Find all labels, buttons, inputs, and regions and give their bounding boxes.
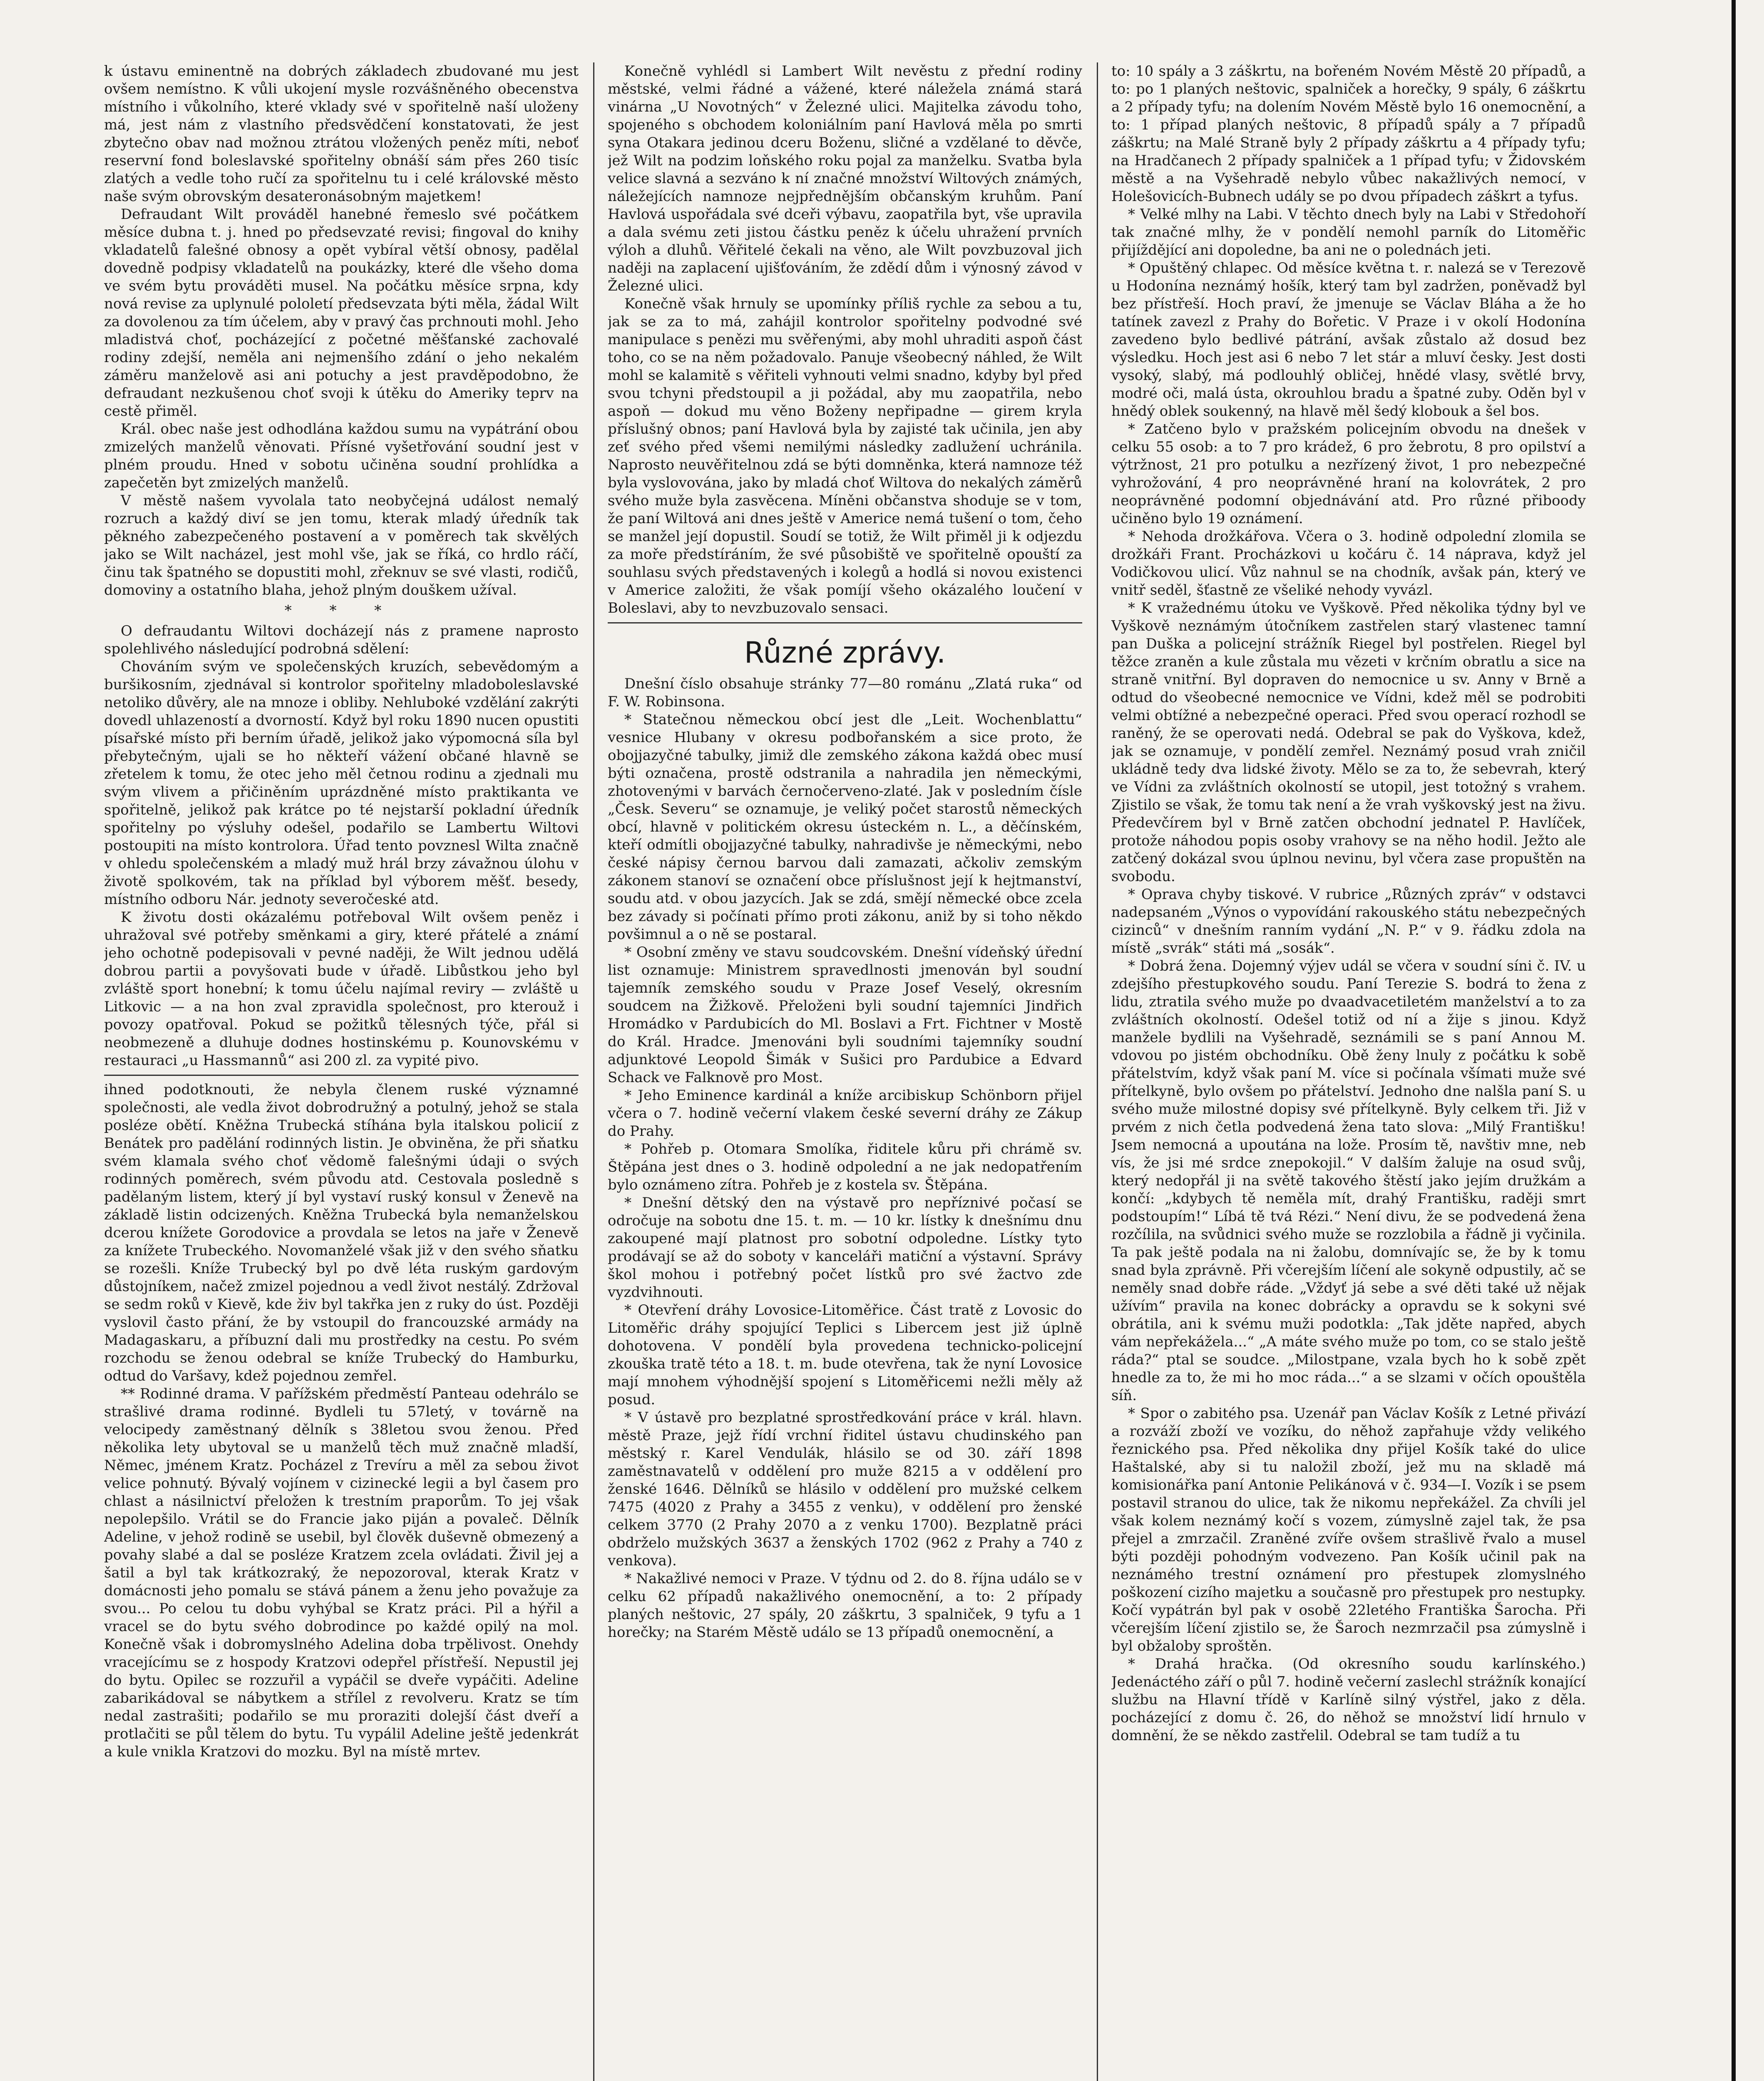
news-item: * Pohřeb p. Otomara Smolíka, řiditele kůru při chrámě sv. Štěpána jest dnes o 3. hodině odpolední a ne jak nedopatřením bylo oznámeno zítra. Pohřeb je z kostela sv. Štěpána. <box>608 1141 1082 1193</box>
article-paragraph: K životu dosti okázalému potřeboval Wilt ovšem peněz i uhražoval své potřeby směnkami a giry, které přátelé a známí jeho ochotně podepisovali v pevné naději, že Wilt jednou udělá dobrou partii a povyšovati bude v úřadě. Libůstkou jeho byl zvláště sport honební; k tomu účelu najímal reviry — zvláště u Litkovic — a na hon zval zpravidla společnost, pro kterouž i povozy opatřoval. Pokud se požitků tělesných týče, přál si neobmezeně a dluhuje dodnes hostinskému p. Kounovskému v restauraci „u Hassmannů“ asi 200 zl. za vypité pivo. <box>104 909 579 1069</box>
news-item: * Dobrá žena. Dojemný výjev udál se včera v soudní síni č. IV. u zdejšího přestupkového soudu. Paní Terezie S. bodrá to žena z lidu, ztratila svého muže po dvaadvacetiletém manželství a to za zvláštních okolností. Odešel totiž od ní a žije s jinou. Když manžele bydlili na Vyšehradě, seznámili se s paní Annou M. vdovou po jistém obchodníku. Obě ženy lnuly z počátku k sobě přátelstvím, když však paní M. více si počínala všímati muže své přítelkyně, bylo ovšem po přátelství. Jednoho dne nalšla paní S. u svého muže milostné dopisy své přítelkyně. Byly celkem tři. Již v prvém z nich četla podvedená žena tato slova: „Milý Františku! Jsem nemocná a upoutána na lože. Prosím tě, navštiv mne, neb vís, že jsi mé srdce znepokojil.“ V dalším žaluje na osud svůj, který nedopřál ji na světě takového štěstí jako jejím družkám a končí: „kdybych tě neměla mít, drahý Františku, raději smrt podstoupím!“ Líbá tě tvá Rézi.“ Není divu, že se podvedená žena rozčílila, na svůdnici svého muže se rozzlobila a řádně ji vyčinila. Ta pak ještě podala na ni žalobu, domnívajíc se, že by k tomu snad byla zprávně. Při včerejším líčení ale sokyně odpustily, ač se neměly snad dobře ráde. „Vždyť já sebe a své děti také už nějak užívím“ pravila na konec dobrácky a opravdu se k sokyni své obrátila, ani k svému muži podotkla: „Tak jděte napřed, abych vám nepřekážela...“ „A máte svého muže po tom, co se stalo ještě ráda?“ ptal se soudce. „Milostpane, vzala bych ho k sobě zpět hnedle za to, že mi ho moc ráda...“ a se slzami v očích opouštěla síň. <box>1111 958 1586 1404</box>
news-item: * Spor o zabitého psa. Uzenář pan Václav Košík z Letné přivází a rozváží zboží ve vozíku, do něhož zapřahuje vždy velikého řeznického psa. Před několika dny přijel Košík také do ulice Haštalské, aby si tu naložil zboží, jež mu na skladě má komisionářka paní Antonie Pelikánová v č. 934—I. Vozík i se psem postavil stranou do ulice, tak že nikomu nepřekážel. Za chvíli jel však kolem neznámý kočí s vozem, zúmyslně zajel tak, že psa přejel a zmrzačil. Zraněné zvíře ovšem strašlivě řvalo a musel býti později pohodným vodvezeno. Pan Košík učinil pak na neznámého trestní oznámení pro přestupek zlomyslného poškození cizího majetku a současně pro přestupek pro nestupky. Kočí vypátrán byl pak v osobě 22letého Františka Šarocha. Při včerejším líčení zjistilo se, že Šaroch nezmrzačil psa zúmyslně i byl obžaloby sproštěn. <box>1111 1405 1586 1654</box>
column-divider <box>1097 62 1098 2081</box>
column-2 <box>608 62 1082 2081</box>
article-paragraph: Král. obec naše jest odhodlána každou sumu na vypátrání obou zmizelých manželů věnovati. Přísné vyšetřování soudní jest v plném proudu. Hned v sobotu učiněna soudní prohlídka a zapečetěn byt zmizelých manželů. <box>104 421 579 491</box>
news-item-family-drama: ** Rodinné drama. V pařížském předměstí Panteau odehrálo se strašlivé drama rodinné. Bydleli tu 57letý, v továrně na velocipedy zaměstnaný dělník s 38letou svou ženou. Před několika lety ubytoval se u manželů těch muž značně mladší, Němec, jménem Kratz. Pocházel z Trevíru a měl za sebou život velice pohnutý. Bývalý vojínem v cizinecké legii a byl časem pro chlast a násilnictví přeložen k trestním praporům. To jej však nepolepšilo. Vrátil se do Francie jako piján a povaleč. Dělník Adeline, v jehož rodině se usebil, byl člověk duševně obmezený a povahy slabé a dal se posléze Kratzem zcela ovládati. Živil jej a šatil a byl tak krátkozraký, že nepozoroval, kterak Kratz v domácnosti jeho pomalu se stává pánem a ženu jeho považuje za svou... Po celou tu dobu vyhýbal se Kratz práci. Pil a hýřil a vracel se do bytu svého dobrodince po každé opilý na mol. Konečně však i dobromyslného Adelina doba trpělivost. Onehdy vracejícímu se z hospody Kratzovi odepřel přístřeší. Nepustil jej do bytu. Opilec se rozzuřil a vypáčil se dveře vypáčiti. Adeline zabarikádoval se nábytkem a střílel z revolveru. Kratz se tím nedal zastrašiti; podařilo se mu proraziti dolejší část dveří a protlačiti se půl tělem do bytu. Tu vypálil Adeline ještě jedenkrát a kule vnikla Kratzovi do mozku. Byl na místě mrtev. <box>104 1386 579 1760</box>
article-paragraph: V městě našem vyvolala tato neobyčejná událost nemalý rozruch a každý diví se jen tomu, kterak mladý úředník tak pěkného zabezpečeného postavení a v poměrech tak skvělých jako se Wilt nacházel, jest mohl vše, jak se říká, co hrdlo ráčí, činu tak špatného se dopustiti mohl, zřeknuv se své vlasti, rodičů, domoviny a ostatního blaha, jehož plným douškem užíval. <box>104 492 579 598</box>
article-paragraph: Konečně však hrnuly se upomínky příliš rychle za sebou a tu, jak se za to má, zahájil kontrolor spořitelny podvodné své manipulace s penězi mu svěřenými, aby mohl uhraditi aspoň část toho, co se na něm požadovalo. Panuje všeobecný náhled, že Wilt mohl se kalamitě s věřiteli vyhnouti velmi snadno, kdyby byl před svou tchyni předstoupil a ji požádal, aby mu zaopatřila, nebo aspoň — dokud mu věno Boženy nepřipadne — girem kryla příslušný obnos; paní Havlová byla by zajisté tak učinila, jen aby zeť svého před všemi nemilými následky zadlužení uchránila. Naprosto neuvěřitelnou zdá se býti domněnka, která namnoze též byla vyslovována, jako by mladá choť Wiltova do nekalých záměrů svého muže byla zasvěcena. Míněni občanstva shoduje se v tom, že paní Wiltová ani dnes ještě v Americe nemá tušení o tom, čeho se manžel její dopustil. Soudí se totiž, že Wilt přiměl ji k odjezdu za moře předstíráním, že své působiště ve spořitelně opouští za souhlasu svých představených i kolegů a hodlá si novou existenci v Americe založiti, že však pomíjí všeho okázalého loučení v Boleslavi, aby to nevzbuzovalo sensaci. <box>608 296 1082 616</box>
news-item: * Drahá hračka. (Od okresního soudu karlínského.) Jedenáctého září o půl 7. hodině večerní zaslechl strážník konající službu na Hlavní třídě v Karlíně silný výstřel, jako z děla. pocházející z domu č. 26, do něhož se množství lidí hrnulo v domnění, že se někdo zastřelil. Odebral se tam tudíž a tu <box>1111 1656 1586 1744</box>
column-divider <box>593 62 594 2081</box>
news-item: * Jeho Eminence kardinál a kníže arcibiskup Schönborn přijel včera o 7. hodině večerní vlakem české severní dráhy ze Zákup do Prahy. <box>608 1087 1082 1140</box>
news-item: * Oprava chyby tiskové. V rubrice „Různých zpráv“ v odstavci nadepsaném „Výnos o vypovídání rakouského státu nebezpečných cizinců“ v dnešním ranním vydání „N. P.“ v 9. řádku zdola na místě „svrák“ státi má „sosák“. <box>1111 886 1586 956</box>
horizontal-rule <box>608 622 1082 623</box>
section-intro: Dnešní číslo obsahuje stránky 77—80 románu „Zlatá ruka“ od F. W. Robinsona. <box>608 675 1082 710</box>
article-paragraph: ihned podotknouti, že nebyla členem ruské významné společnosti, ale vedla život dobrodružný a potulný, jehož se stala posléze obětí. Kněžna Trubecká stíhána byla italskou policií z Benátek pro padělání rodinných listin. Je obviněna, že při sňatku svém klamala svého choť vědomě falešnými údaji o svých rodinných poměrech, svém původu atd. Cestovala posledně s padělaným listem, který jí byl vystaví ruský konsul v Ženevě na základě listin odcizených. Kněžna Trubecká byla nemanželskou dcerou knížete Gorodovice a provdala se letos na jaře v Ženevě za knížete Trubeckého. Novomanželé však již v den svého sňatku se rozešli. Kníže Trubecký byl po dvě léta ruským gardovým důstojníkem, načež zmizel pojednou a vedl život nestálý. Zdržoval se sedm roků v Kievě, kde živ byl takřka jen z ruky do úst. Později vyslovil často přání, že by vstoupil do francouzské armády na Madagaskaru, a příbuzní dali mu prostředky na cestu. Po svém rozchodu se ženou odebral se kníže Trubecký do Hamburku, odtud do Varšavy, kdež pojednou zemřel. <box>104 1081 579 1384</box>
news-item: * K vražednému útoku ve Vyškově. Před několika týdny byl ve Vyškově neznámým útočníkem zastřelen starý vlastenec tamní pan Duška a policejní strážník Riegel byl postřelen. Riegel byl těžce zraněn a kule zůstala mu vězeti v krčním obratlu a sice na straně vnitřní. Byl dopraven do nemocnice u sv. Anny v Brně a odtud do všeobecné nemocnice ve Vídni, kdež měl se podrobiti velmi obtížné a nebezpečné operaci. Před svou operací rozhodl se raněný, že se operovati nedá. Odebral se pak do Vyškova, kdež, jak se oznamuje, v pondělí zemřel. Neznámý posud vrah zničil ukládně tedy dva lidské životy. Mělo se za to, že sebevrah, který ve Vídni za zvláštních okolností se utopil, jest totožný s vrahem. Zjistilo se však, že tomu tak není a že vrah vyškovský jest na živu. Předevčírem byl v Brně zatčen obchodní jednatel P. Havlíček, protože náhodou popis osoby vrahovy se na něho hodil. Ježto ale zatčený dokázal svou úplnou nevinu, byl včera zase propuštěn na svobodu. <box>1111 600 1586 885</box>
newspaper-page <box>104 62 1586 2081</box>
page-edge-border <box>1732 0 1736 2081</box>
article-paragraph: Konečně vyhlédl si Lambert Wilt nevěstu z přední rodiny městské, velmi řádné a vážené, které náležela známá stará vinárna „U Novotných“ v Železné ulici. Majitelka závodu toho, spojeného s obchodem koloniálním paní Havlová měla po smrti syna Otakara jedinou dceru Boženu, sličné a vzdělané to děvče, jež Wilt na podzim loňského roku pojal za manželku. Svatba byla velice slavná a sezváno k ní značné množství Wiltových známých, náležejících namnoze nejpřednějším občanským kruhům. Paní Havlová uspořádala své dceři výbavu, zaopatřila byt, vše upravila a dala svému zeti jistou částku peněz k účelu uhražení prvních výloh a dluhů. Věřitelé čekali na věno, ale Wilt povzbuzoval jich naději na zaplacení ujišťováním, že zdědí dům i výnosný závod v Železné ulici. <box>608 63 1082 294</box>
news-item: * Dnešní dětský den na výstavě pro nepříznivé počasí se odročuje na sobotu dne 15. t. m. — 10 kr. lístky k dnešnímu dnu zakoupené mají platnost pro sobotní odpoledne. Lístky tyto prodávají se až do soboty v kanceláři matiční a výstavní. Správy škol mohou i potřebný počet lístků pro své žactvo zde vyzdvihnouti. <box>608 1194 1082 1301</box>
column-1 <box>104 62 579 2081</box>
article-paragraph: Chováním svým ve společenských kruzích, sebevědomým a buršikosním, zjednával si kontrolor spořitelny mladoboleslavské netoliko důvěry, ale na mnoze i obliby. Nehluboké vzdělání zakrýti dovedl uhlazeností a dvorností. Když byl roku 1890 nucen opustiti písařské místo při berním úřadě, jelikož jako výpomocná síla byl přebytečným, ujali se ho někteří vážení občané hlavně se zřetelem k tomu, že otec jeho měl četnou rodinu a zjednali mu svým vlivem a přičiněním uprázdněné místo praktikanta ve spořitelně, jelikož pak krátce po té nejstarší pokladní úředník spořitelny po výsluhy odešel, podařilo se Lambertu Wiltovi postoupiti na místo kontrolora. Úřad tento povznesl Wilta značně v ohledu společenském a mladý muž hrál brzy závažnou úlohu v životě spolkovém, tak na příklad byl výborem měšť. besedy, místního odboru Nár. jednoty severočeské atd. <box>104 658 579 908</box>
horizontal-rule <box>104 1075 579 1076</box>
news-item: * Velké mlhy na Labi. V těchto dnech byly na Labi v Středohoří tak značné mlhy, že v pondělí nemohl parník do Litoměřic přijíždějící ani dopoledne, ba ani ne o polednách jeti. <box>1111 206 1586 258</box>
column-3 <box>1111 62 1586 2081</box>
news-item: * Opuštěný chlapec. Od měsíce května t. r. nalezá se v Terezově u Hodonína neznámý hošík, který tam byl zadržen, poněvadž byl bez přístřeší. Hoch praví, že jmenuje se Václav Bláha a že ho tatínek zavezl z Prahy do Bořetic. V Praze i v okolí Hodonína zavedeno bylo bedlivé pátrání, avšak zůstalo až dosud bez výsledku. Hoch jest asi 6 nebo 7 let stár a mluví česky. Jest dosti vysoký, slabý, má podlouhlý obličej, hnědé vlasy, světlé brvy, modré oči, malá ústa, okrouhlou bradu a špatné zuby. Oděn byl v hnědý oblek soukenný, na hlavě měl šedý klobouk a šel bos. <box>1111 260 1586 420</box>
news-item: * Nehoda drožkářova. Včera o 3. hodině odpolední zlomila se drožkáři Frant. Procházkovi u kočáru č. 14 náprava, když jel Vodičkovou ulicí. Vůz nahnul se na chodník, avšak pán, který ve vnitř seděl, šťastně ze všeliké nehody vyvázl. <box>1111 528 1586 598</box>
article-paragraph: to: 10 spály a 3 záškrtu, na bořeném Novém Městě 20 případů, a to: po 1 planých neštovic, spalniček a horečky, 9 spály, 6 záškrtu a 2 případy tyfu; na dolením Novém Městě bylo 16 onemocnění, a to: 1 případ planých neštovic, 8 případů spály a 7 případů záškrtu; na Malé Straně byly 2 případy záškrtu a 4 případy tyfu; na Hradčanech 2 případy spalniček a 1 případ tyfu; v Židovském městě a na Vyšehradě nebylo vůbec nakažlivých nemocí, v Holešovicích-Bubnech udály se po dvou případech záškrt a tyfus. <box>1111 63 1586 205</box>
article-paragraph: k ústavu eminentně na dobrých základech zbudované mu jest ovšem nemístno. K vůli ukojení mysle rozvášněného obecenstva místního i vůkolního, které vklady své v spořitelně naší uloženy má, jest nám z vlastního předsvědčení konstatovati, že jest zbytečno obav nad možnou ztrátou vložených peněz míti, neboť reservní fond boleslavské spořitelny obnáší sám přes 260 tisíc zlatých a vedle toho ručí za spořitelnu tu i celé královské město naše svým obrovským desateronásobným majetkem! <box>104 63 579 205</box>
news-item: * Osobní změny ve stavu soudcovském. Dnešní vídeňský úřední list oznamuje: Ministrem spravedlnosti jmenován byl soudní tajemník zemského soudu v Praze Josef Veselý, okresním soudcem na Žižkově. Přeloženi byli soudní tajemníci Jindřich Hromádko v Pardubicích do Ml. Boslavi a Frt. Fichtner v Mostě do Král. Hradce. Jmenováni byli soudními tajemníky soudní adjunktové Leopold Šimák v Sušici pro Pardubice a Edvard Schack ve Falknově pro Most. <box>608 944 1082 1086</box>
news-item: * Zatčeno bylo v pražském policejním obvodu na dnešek v celku 55 osob: a to 7 pro krádež, 6 pro žebrotu, 8 pro opilství a výtržnost, 21 pro potulku a nezřízený život, 1 pro nebezpečné vyhrožování, 4 pro neoprávněné hraní na kolovrátek, 2 pro neoprávněné podomní objednávání atd. Pro různé přiboody učiněno bylo 19 oznámení. <box>1111 421 1586 527</box>
section-heading: Různé zprávy. <box>744 636 946 670</box>
article-paragraph: Defraudant Wilt prováděl hanebné řemeslo své počátkem měsíce dubna t. j. hned po předsevzaté revisi; fingoval do knihy vkladatelů falešné obnosy a opět vybíral větší obnosy, padělal dovedně podpisy vkladatelů na poukázky, které dle všeho doma ve svém bytu prováděti musel. Na počátku měsíce srpna, kdy nová revise za uplynulé pololetí předsevzata býti měla, žádal Wilt za dovolenou za tím účelem, aby v pravý čas prchnouti mohl. Jeho mladistvá choť, pocházející z početné měšťanské zachovalé rodiny zdejší, neměla ani nejmenšího zdání o jeho nekalém záměru manželově asi ani potuchy a jest pravděpodobno, že defraudant nezkušenou choť svoji k útěku do Ameriky teprv na cestě přiměl. <box>104 206 579 420</box>
news-item: * Nakažlivé nemoci v Praze. V týdnu od 2. do 8. října událo se v celku 62 případů nakažlivého onemocnění, a to: 2 případy planých neštovic, 27 spály, 20 záškrtu, 3 spalniček, 9 tyfu a 1 horečky; na Starém Městě událo se 13 případů onemocnění, a <box>608 1570 1082 1641</box>
news-item: * Otevření dráhy Lovosice-Litoměřice. Část tratě z Lovosic do Litoměřic dráhy spojující Teplici s Libercem jest již úplně dohotovena. V pondělí byla provedena technicko-policejní zkouška tratě této a 18. t. m. bude otevřena, tak že nyní Lovosice mají mnohem výhodnější spojení s Litoměřicemi nežli měly až posud. <box>608 1302 1082 1408</box>
news-item: * Statečnou německou obcí jest dle „Leit. Wochenblattu“ vesnice Hlubany v okresu podbořanském a sice proto, že obojjazyčné tabulky, jimiž dle zemského zákona každá obec musí býti označena, prostě odstranila a nahradila jen německými, zhotovenými v barvách černočerveno-zlaté. Jak v posledním čísle „Česk. Severu“ se oznamuje, je veliký počet starostů německých obcí, hlavně v politickém okresu ústeckém n. L., a děčínském, kteří odmítli obojjazyčné tabulky, nahradivše je německými, nebo české nápisy černou barvou dali zamazati, ačkoliv zemským zákonem stanoví se označení obce příslušnost její k hejtmanství, soudu atd. v obou jazycích. Jak se zdá, smějí německé obce zcela bez závady si počínati přímo proti zákonu, aniž by si toho někdo povšimnul a o ně se postaral. <box>608 711 1082 943</box>
article-paragraph: O defraudantu Wiltovi docházejí nás z pramene naprosto spolehlivého následující podrobná sdělení: <box>104 623 579 657</box>
news-item: * V ústavě pro bezplatné sprostředkování práce v král. hlavn. městě Praze, jejž řídí vrchní řiditel ústavu chudinského pan městský r. Karel Vendulák, hlásilo se od 30. září 1898 zaměstnavatelů v oddělení pro muže 8215 a v oddělení pro ženské 1646. Dělníků se hlásilo v oddělení pro mužské celkem 7475 (4020 z Prahy a 3455 z venku), v oddělení pro ženské celkem 3770 (2 Prahy 2070 a z venku 1700). Bezplatně práci obdrželo mužských 3637 a ženských 1702 (962 z Prahy a 740 z venkova). <box>608 1409 1082 1569</box>
section-separator-stars: * * * <box>284 602 398 619</box>
